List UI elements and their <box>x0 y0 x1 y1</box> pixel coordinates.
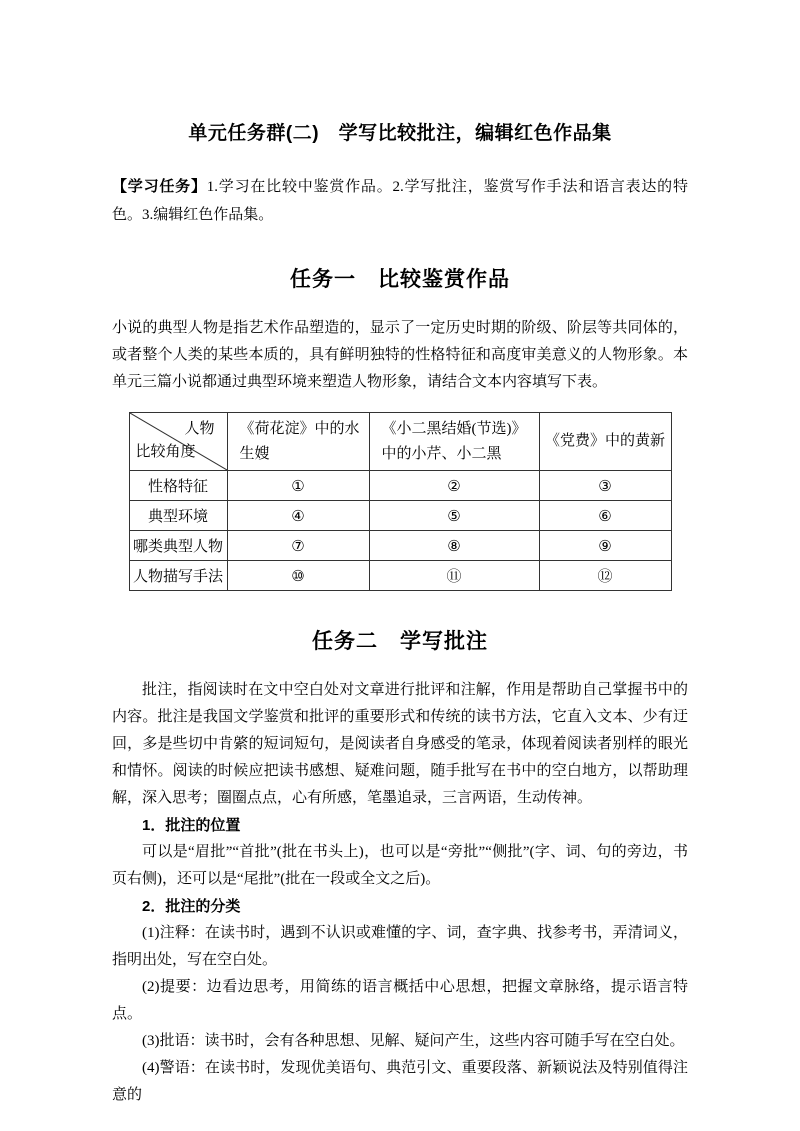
annotation-type-jingyu: (4)警语：在读书时，发现优美语句、典范引文、重要段落、新颖说法及特别值得注意的 <box>112 1060 688 1103</box>
col-header-dangfei: 《党费》中的黄新 <box>539 413 671 471</box>
row-label: 哪类典型人物 <box>129 531 227 561</box>
annotation-type-tiyao: (2)提要：边看边思考，用简练的语言概括中心思想，把握文章脉络，提示语言特点。 <box>112 979 688 1022</box>
table-cell: ⑥ <box>539 501 671 531</box>
table-row <box>129 561 671 591</box>
task2-intro-paragraph: 批注，指阅读时在文中空白处对文章进行批评和注解，作用是帮助自己掌握书中的内容。批注是我国文学鉴赏和批评的重要形式和传统的读书方法，它直入文本、少有迂回，多是些切中肯綮的短词短句，是阅读者自身感受的笔录，体现着阅读者别样的眼光和情怀。阅读的时候应把读书感想、疑难问题，随手批写在书中的空白地方，以帮助理解，深入思考；圈圈点点，心有所感，笔墨追录，三言两语，生动传神。 <box>112 682 688 806</box>
table-cell: ⑩ <box>227 561 369 591</box>
table-row <box>129 501 671 531</box>
subsection-position-heading: 1．批注的位置 <box>142 817 241 834</box>
corner-label-renwu: 人物 <box>184 421 215 437</box>
table-cell: ⑤ <box>369 501 539 531</box>
study-task-text: 1.学习在比较中鉴赏作品。2.学写批注，鉴赏写作手法和语言表达的特色。3.编辑红色作品集。 <box>112 179 688 223</box>
annotation-type-piyu: (3)批语：读书时，会有各种思想、见解、疑问产生，这些内容可随手写在空白处。 <box>142 1033 685 1049</box>
table-cell: ② <box>369 471 539 501</box>
col-header-xiaoerhei: 《小二黑结婚(节选)》中的小芹、小二黑 <box>369 413 539 471</box>
task1-intro-paragraph: 小说的典型人物是指艺术作品塑造的，显示了一定历史时期的阶级、阶层等共同体的，或者整个人类的某些本质的，具有鲜明独特的性格特征和高度审美意义的人物形象。本单元三篇小说都通过典型环境来塑造人物形象，请结合文本内容填写下表。 <box>112 320 688 390</box>
row-label: 人物描写手法 <box>129 561 227 591</box>
study-task-label: 【学习任务】 <box>112 178 207 195</box>
table-cell: ⑫ <box>539 561 671 591</box>
corner-label-bijiaojiaodu: 比较角度 <box>135 444 196 460</box>
table-cell: ⑨ <box>539 531 671 561</box>
table-row <box>129 531 671 561</box>
task1-heading: 任务一 比较鉴赏作品 <box>290 268 510 291</box>
subsection-classification-heading: 2．批注的分类 <box>142 898 241 915</box>
table-corner-cell <box>129 413 227 471</box>
table-cell: ⑪ <box>369 561 539 591</box>
study-task-paragraph <box>112 173 688 229</box>
table-cell: ③ <box>539 471 671 501</box>
row-label: 典型环境 <box>129 501 227 531</box>
table-cell: ① <box>227 471 369 501</box>
subsection-position-paragraph: 可以是“眉批”“首批”(批在书头上)，也可以是“旁批”“侧批”(字、词、句的旁边，书页右侧)，还可以是“尾批”(批在一段或全文之后)。 <box>112 844 688 887</box>
table-row <box>129 471 671 501</box>
comparison-table <box>129 412 672 591</box>
table-cell: ④ <box>227 501 369 531</box>
page-title: 单元任务群(二) 学写比较批注，编辑红色作品集 <box>188 123 612 144</box>
col-header-hehuadian: 《荷花淀》中的水生嫂 <box>227 413 369 471</box>
table-cell: ⑦ <box>227 531 369 561</box>
table-header-row <box>129 413 671 471</box>
table-cell: ⑧ <box>369 531 539 561</box>
task2-heading: 任务二 学写批注 <box>312 630 488 653</box>
annotation-type-zhushi: (1)注释：在读书时，遇到不认识或难懂的字、词，查字典、找参考书，弄清词义，指明出处，写在空白处。 <box>112 925 688 968</box>
row-label: 性格特征 <box>129 471 227 501</box>
